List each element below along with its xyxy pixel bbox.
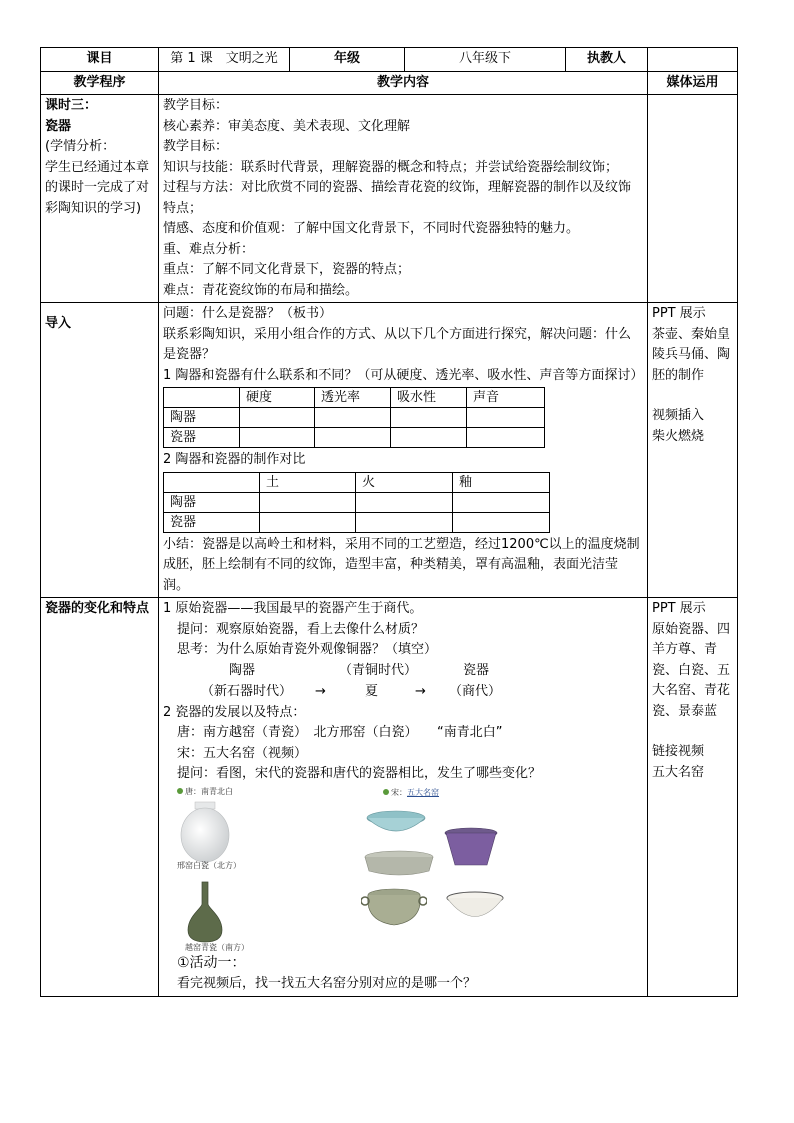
table-header-cell: 声音 [467,388,545,408]
table-header-cell: 硬度 [240,388,315,408]
ding-bowl-image [445,891,505,931]
section3-procedure [41,598,159,997]
table-header-row [164,472,550,492]
tang-caption [177,787,233,797]
arrow-icon: → [315,683,326,699]
grade-value: 八年级下 [405,48,566,72]
song-caption [383,788,439,798]
intro-line: 问题：什么是瓷器？（板书） [163,306,333,321]
table-cell [356,492,453,512]
objectives-line: 难点：青花瓷纹饰的布局和描绘。 [163,282,359,298]
comparison-table-properties [163,387,545,448]
media-line: 柴火燃烧 [652,428,705,444]
media-line: 五大名窑 [652,764,705,780]
section2-media [648,303,738,598]
objectives-line: 教学目标： [163,98,229,113]
procedure-header: 教学程序 [41,71,159,95]
intro-line: 1 陶器和瓷器有什么联系和不同？（可从硬度、透光率、吸水性、声音等方面探讨） [163,367,644,383]
content-header: 教学内容 [159,71,648,95]
content-line: 提问：看图，宋代的瓷器和唐代的瓷器相比，发生了哪些变化？ [177,766,542,781]
table-header-cell: 釉 [453,472,550,492]
grade-label: 年级 [290,48,405,72]
table-cell [391,428,467,448]
table-cell [240,428,315,448]
bullet-icon [383,789,389,795]
column-header-row [41,71,738,95]
row-label: 陶器 [164,492,260,512]
intro-line: 联系彩陶知识，采用小组合作的方式、从以下几个方面进行探究，解决问题：什么是瓷器？ [163,326,632,362]
content-line: 1 原始瓷器——我国最早的瓷器产生于商代。 [163,601,423,616]
row-label: 瓷器 [164,428,240,448]
content-line: 2 瓷器的发展以及特点： [163,704,306,720]
analysis-label: (学情分析： [45,139,116,154]
content-line: 思考：为什么原始青瓷外观像铜器？（填空） [177,642,438,657]
objectives-line: 重点：了解不同文化背景下，瓷器的特点； [163,262,411,277]
section2-content [159,303,648,598]
header-row [41,48,738,72]
media-line: 原始瓷器、四羊方尊、青瓷、白瓷、五大名窑、青花瓷、景泰蓝 [652,621,731,719]
table-row [164,428,545,448]
content-line: 宋：五大名窑（视频） [177,745,308,761]
content-line: 唐：南方越窑（青瓷） 北方邢窑（白瓷） “南青北白” [177,725,503,740]
xing-kiln-caption: 邢窑白瓷（北方） [177,860,241,870]
media-spacer [652,722,733,742]
green-vase-image [181,880,229,946]
objectives-line: 情感、态度和价值观：了解中国文化背景下，不同时代瓷器独特的魅力。 [163,221,580,236]
table-row [164,492,550,512]
section1-procedure [41,95,159,303]
table-cell [315,428,391,448]
section-introduction [41,303,738,598]
table-header-cell: 透光率 [315,388,391,408]
course-value: 第 1 课 文明之光 [159,48,290,72]
teacher-value [648,48,738,72]
table-row [164,512,550,532]
intro-line: 2 陶器和瓷器的制作对比 [163,452,306,467]
flow-item: （新石器时代） [201,683,293,699]
table-header-row [164,388,545,408]
table-header-cell: 土 [260,472,356,492]
arrow-icon: → [415,683,426,699]
analysis-text: 学生已经通过本章的课时一完成了对彩陶知识的学习) [45,159,150,216]
ru-bowl-image [365,809,427,839]
section1-content [159,95,648,303]
guan-washer-image [363,849,435,879]
table-cell [453,512,550,532]
row-label: 瓷器 [164,512,260,532]
intro-label: 导入 [45,316,72,331]
flow-item: 夏 [365,683,379,699]
table-cell [164,472,260,492]
table-header-cell: 火 [356,472,453,492]
section2-procedure [41,303,159,598]
table-cell [453,492,550,512]
development-label: 瓷器的变化和特点 [45,601,150,616]
section1-media [648,95,738,303]
media-line: 链接视频 [652,744,705,759]
media-line: PPT 展示 [652,601,706,616]
section3-media [648,598,738,997]
activity-label: ①活动一： [177,954,246,971]
caption-text: 唐：南青北白 [185,786,233,796]
ge-censer-image [361,887,427,931]
bullet-icon [177,788,183,794]
section-objectives [41,95,738,303]
objectives-line: 过程与方法：对比欣赏不同的瓷器、描绘青花瓷的纹饰，理解瓷器的制作以及纹饰特点； [163,180,632,216]
media-line: PPT 展示 [652,306,706,321]
yue-kiln-caption: 越窑青瓷（南方） [185,942,249,952]
flow-item: 瓷器 [463,662,490,678]
caption-text: 宋： [391,787,407,797]
row-label: 陶器 [164,408,240,428]
jun-pot-image [443,827,499,871]
teacher-label: 执教人 [566,48,648,72]
lesson-number: 课时三： [45,98,98,113]
media-line: 茶壶、秦始皇陵兵马俑、陶胚的制作 [652,326,731,383]
table-cell [240,408,315,428]
activity-line [163,953,643,975]
table-cell [391,408,467,428]
comparison-table-making [163,472,550,533]
table-cell [356,512,453,532]
flow-item: （青铜时代） [339,662,418,678]
media-line: 视频插入 [652,408,705,423]
section3-content [159,598,648,997]
white-jar-image [175,799,241,870]
evolution-flow [163,661,643,703]
porcelain-images [163,785,643,953]
objectives-line: 核心素养：审美态度、美术表现、文化理解 [163,118,411,134]
lesson-plan-sheet [40,47,737,997]
flow-item: （商代） [449,683,502,699]
five-kilns-link[interactable]: 五大名窑 [407,787,439,797]
objectives-line: 重、难点分析： [163,241,255,257]
table-row [164,408,545,428]
table-cell [164,388,240,408]
lesson-plan-table [40,47,738,997]
summary-text: 小结：瓷器是以高岭土和材料，采用不同的工艺塑造，经过1200℃以上的温度烧制成胚，胚上绘制有不同的纹饰，造型丰富，种类精美，罩有高温釉，表面光洁莹润。 [163,536,640,593]
content-line: 提问：观察原始瓷器，看上去像什么材质？ [177,621,425,637]
table-cell [315,408,391,428]
objectives-line: 知识与技能：联系时代背景，理解瓷器的概念和特点；并尝试给瓷器绘制纹饰； [163,159,619,175]
activity-text: 看完视频后，找一找五大名窑分别对应的是哪一个？ [177,976,477,991]
table-cell [260,492,356,512]
media-spacer [652,386,733,406]
table-cell [467,428,545,448]
table-cell [467,408,545,428]
media-header: 媒体运用 [648,71,738,95]
course-label: 课目 [41,48,159,72]
flow-item: 陶器 [229,662,256,678]
table-cell [260,512,356,532]
objectives-line: 教学目标： [163,139,229,154]
table-header-cell: 吸水性 [391,388,467,408]
section-development [41,598,738,997]
lesson-topic: 瓷器 [45,118,72,134]
